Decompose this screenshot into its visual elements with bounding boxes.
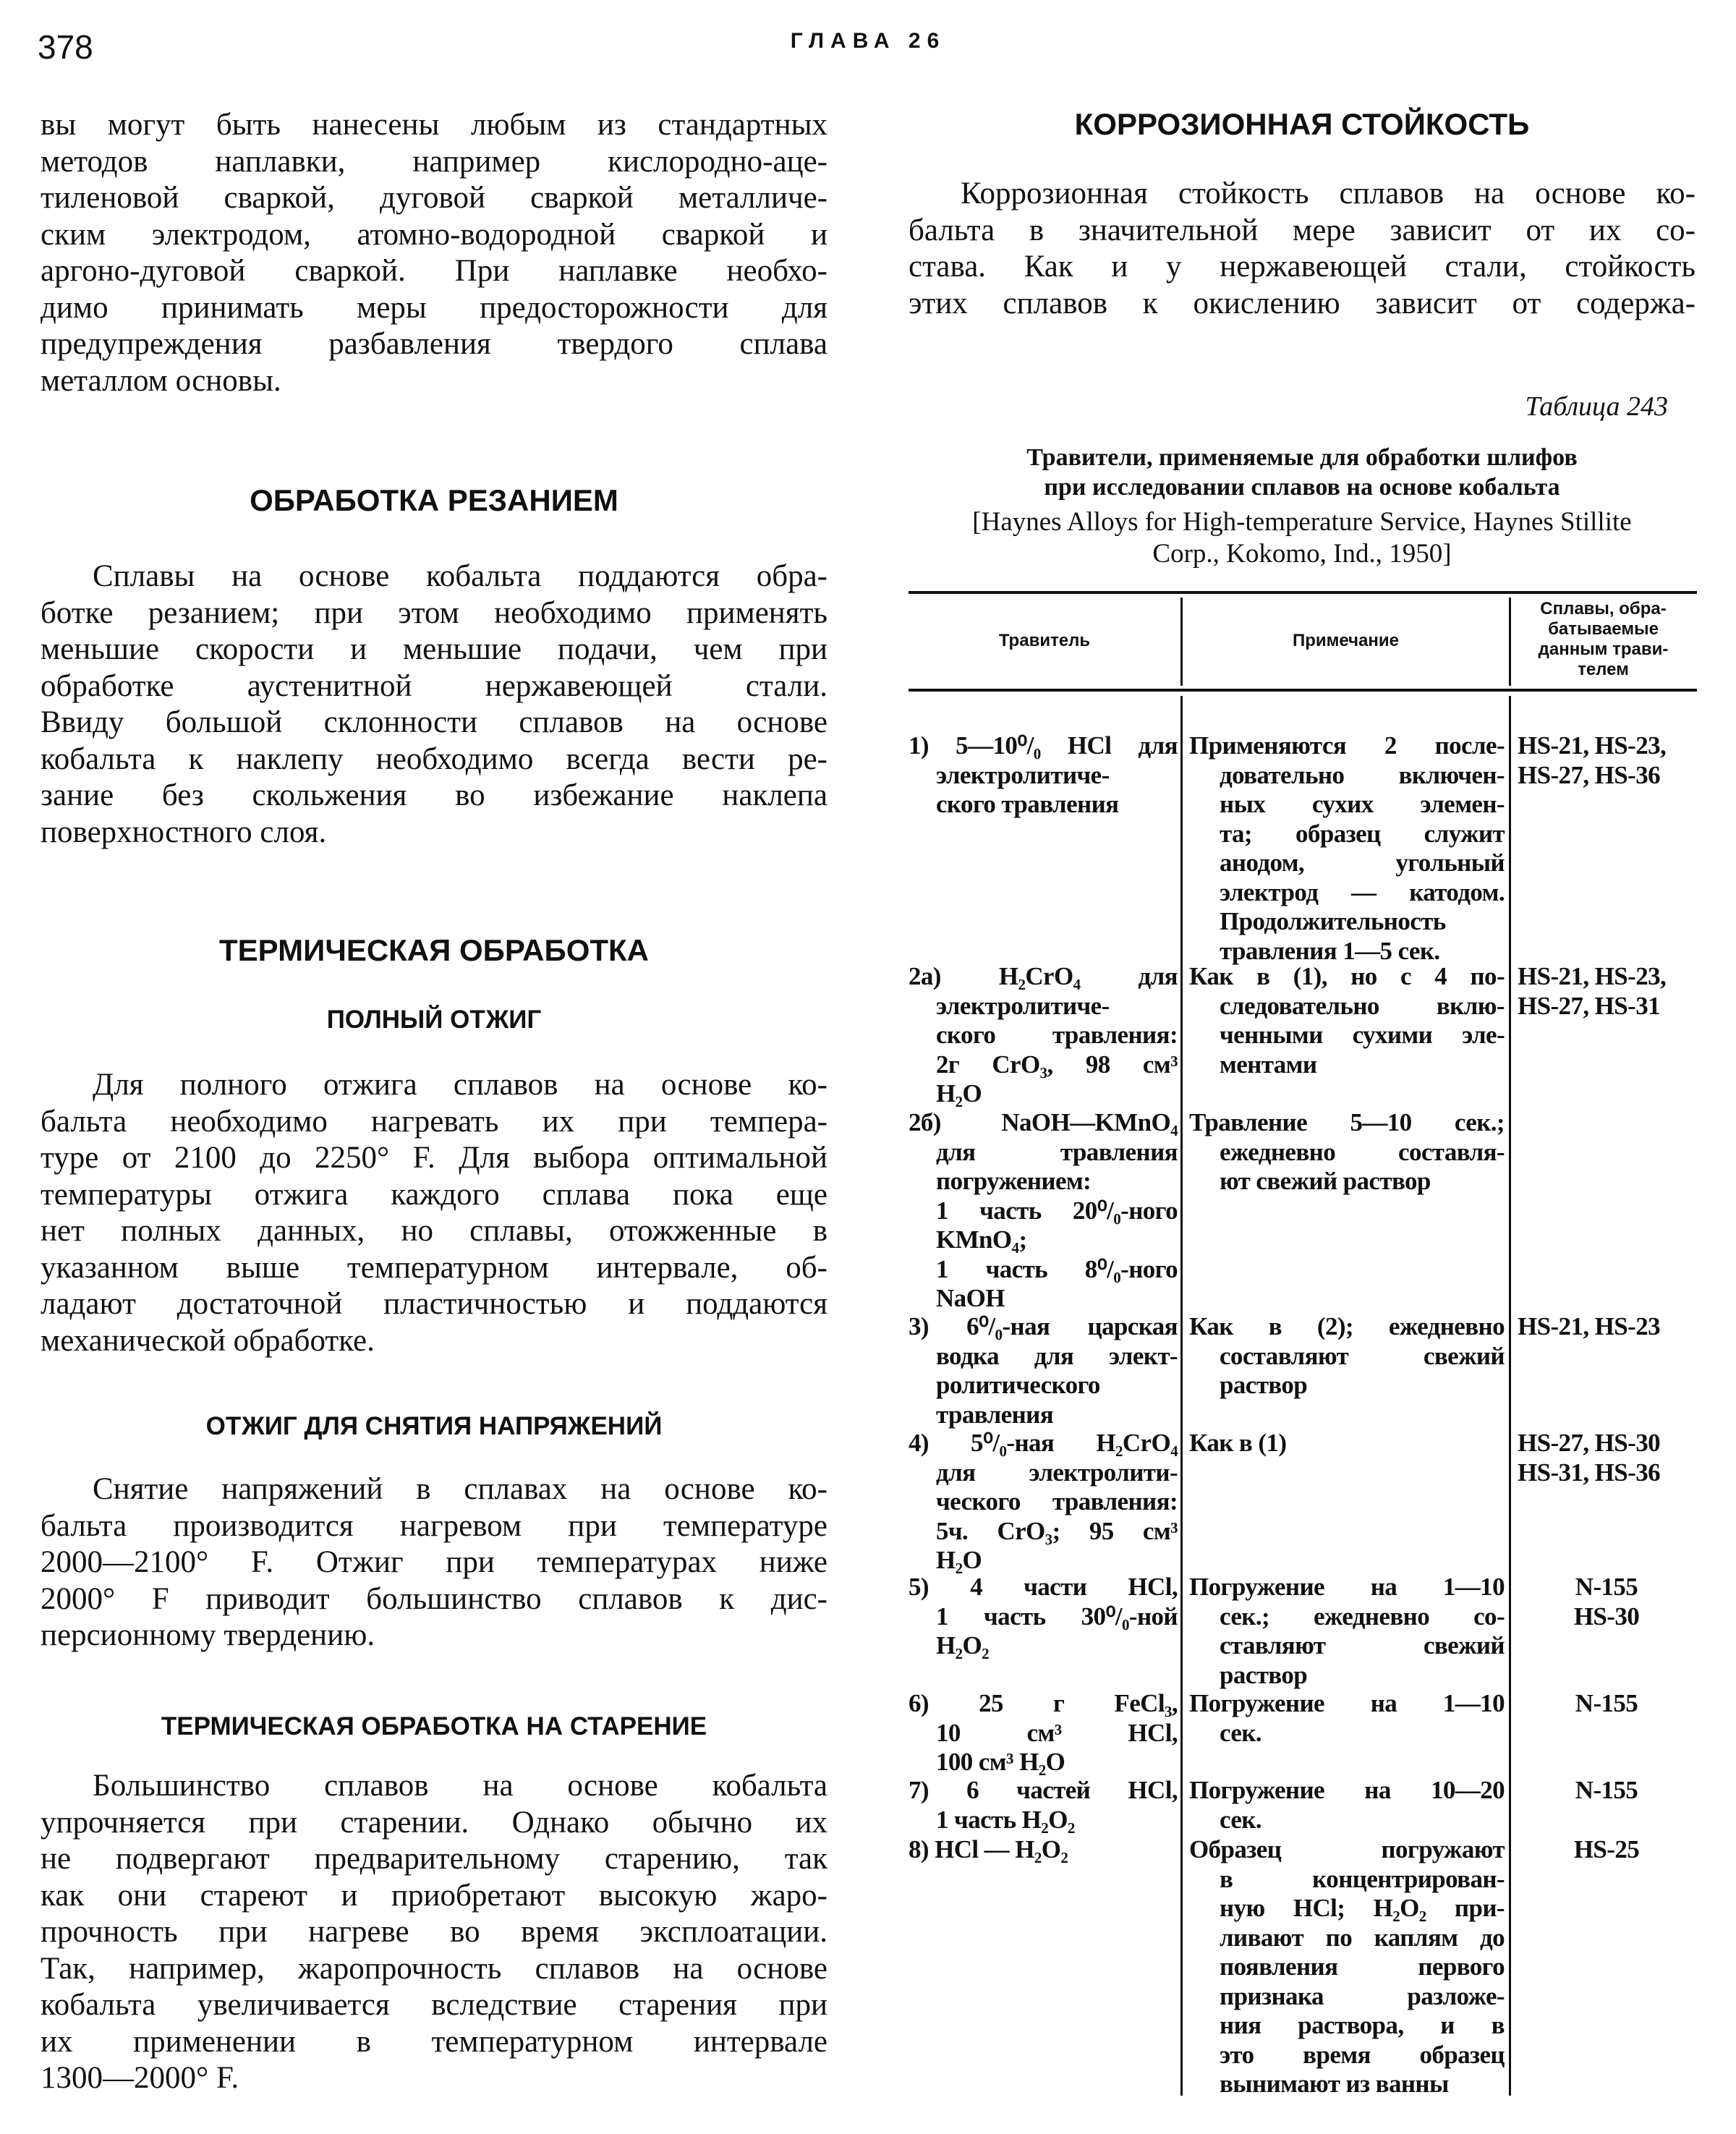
- text-line: аргоно-дуговой сваркой. При наплавке необхо-: [41, 254, 827, 288]
- cell-line: электролитиче-: [936, 991, 1110, 1020]
- cell-line: электрод — катодом.: [1220, 877, 1505, 906]
- table-title-line: при исследовании сплавов на основе кобальта: [1044, 474, 1560, 501]
- cell-etchant: [909, 1776, 1178, 1835]
- text-line: этих сплавов к окислению зависит от содержа-: [909, 286, 1695, 320]
- cell-note: [1189, 1689, 1505, 1748]
- cell-line: 1 часть 30⁰/₀-ной: [936, 1602, 1178, 1631]
- cell-line: 1 часть 20⁰/₀-ного: [936, 1196, 1178, 1225]
- text-line: предупреждения разбавления твердого сплава: [41, 327, 827, 361]
- cell-line: составляют свежий: [1220, 1341, 1505, 1370]
- cell-etchant: [909, 1108, 1178, 1314]
- cell-line: ского травления: [936, 790, 1119, 818]
- text-line: димо принимать меры предосторожности для: [41, 290, 827, 325]
- cell-line: HS-31, HS-36: [1518, 1458, 1660, 1487]
- text-line: поверхностного слоя.: [41, 815, 327, 849]
- cell-line: сек.; ежедневно со-: [1220, 1602, 1505, 1631]
- paragraph-full-anneal: [41, 1067, 827, 1359]
- paragraph-stress-relief: [41, 1471, 827, 1654]
- text-line: Снятие напряжений в сплавах на основе ко-: [93, 1472, 827, 1506]
- cell-line: Травление 5—10 сек.;: [1189, 1108, 1505, 1136]
- text-line: Сплавы на основе кобальта поддаются обра-: [93, 559, 827, 593]
- text-line: меньшие скорости и меньшие подачи, чем при: [41, 632, 827, 666]
- cell-line: HS-27, HS-36: [1518, 760, 1660, 789]
- cell-line: HS-27, HS-30: [1518, 1429, 1660, 1457]
- heading-full-anneal: ПОЛНЫЙ ОТЖИГ: [326, 1006, 542, 1034]
- paragraph-aging: [41, 1768, 827, 2097]
- cell-etchant: [909, 1835, 1178, 1865]
- running-head: ГЛАВА 26: [790, 29, 946, 53]
- table-number: Таблица 243: [1525, 391, 1668, 422]
- cell-line: 5ч. CrO₃; 95 см³: [936, 1516, 1178, 1545]
- cell-line: та; образец служит: [1220, 819, 1505, 848]
- cell-alloys: [1518, 1776, 1695, 1806]
- cell-line: HS-27, HS-31: [1518, 991, 1660, 1020]
- table-citation-line: [Haynes Alloys for High-temperature Service, Haynes Stillite: [972, 507, 1632, 537]
- cell-alloys: [1518, 1689, 1695, 1719]
- cell-line: Как в (2); ежедневно: [1189, 1312, 1505, 1340]
- text-line: прочность при нагреве во время эксплоатации.: [41, 1915, 827, 1949]
- cell-line: ежедневно составля-: [1220, 1137, 1505, 1166]
- text-line: туре от 2100 до 2250° F. Для выбора оптимальной: [41, 1141, 827, 1175]
- cell-line: ского травления:: [936, 1021, 1178, 1049]
- text-line: персионному твердению.: [41, 1618, 375, 1652]
- heading-aging: ТЕРМИЧЕСКАЯ ОБРАБОТКА НА СТАРЕНИЕ: [161, 1712, 707, 1740]
- column-header-etchant: Травитель: [998, 631, 1091, 650]
- cell-etchant: [909, 1312, 1178, 1429]
- text-line: ботке резанием; при этом необходимо применять: [41, 595, 827, 630]
- cell-alloys: [1518, 1429, 1695, 1487]
- cell-line: 7) 6 частей HCl,: [909, 1776, 1178, 1804]
- heading-machining: ОБРАБОТКА РЕЗАНИЕМ: [250, 483, 618, 517]
- cell-line: Погружение на 10—20: [1189, 1776, 1505, 1804]
- cell-note: [1189, 1312, 1505, 1400]
- text-line: Коррозионная стойкость сплавов на основе ко-: [961, 177, 1695, 211]
- cell-line: 4) 5⁰/₀-ная H₂CrO₄: [909, 1429, 1178, 1457]
- heading-heat-treatment: ТЕРМИЧЕСКАЯ ОБРАБОТКА: [219, 933, 649, 967]
- cell-line: Как в (1), но с 4 по-: [1189, 962, 1505, 990]
- text-line: Для полного отжига сплавов на основе ко-: [93, 1068, 827, 1102]
- paragraph-corrosion: [909, 176, 1695, 322]
- text-line: упрочняется при старении. Однако обычно их: [41, 1805, 827, 1840]
- text-line: 1300—2000° F.: [41, 2061, 239, 2095]
- cell-line: раствор: [1220, 1371, 1308, 1399]
- cell-line: 100 см³ H₂O: [936, 1748, 1065, 1776]
- heading-stress-relief: ОТЖИГ ДЛЯ СНЯТИЯ НАПРЯЖЕНИЙ: [205, 1412, 663, 1440]
- text-line: ладают достаточной пластичностью и поддаются: [41, 1287, 827, 1321]
- cell-line: HS-30: [1573, 1602, 1640, 1631]
- cell-line: признака разложе-: [1220, 1981, 1505, 2010]
- paragraph-machining: [41, 558, 827, 851]
- cell-line: NaOH: [936, 1284, 1005, 1312]
- header-line: батываемые: [1548, 619, 1659, 639]
- cell-line: 2г CrO₃, 98 см³: [936, 1050, 1178, 1079]
- text-line: методов наплавки, например кислородно-аце-: [41, 144, 827, 179]
- cell-line: ливают по каплям до: [1220, 1923, 1505, 1952]
- table-citation: [909, 506, 1695, 570]
- text-line: бальта производится нагревом при температуре: [41, 1508, 827, 1543]
- cell-line: N-155: [1575, 1776, 1638, 1804]
- cell-line: ставляют свежий: [1220, 1631, 1505, 1659]
- header-line: Сплавы, обра-: [1540, 599, 1667, 618]
- cell-alloys: [1518, 962, 1695, 1021]
- cell-etchant: [909, 962, 1178, 1109]
- cell-line: Образец погружают: [1189, 1835, 1505, 1863]
- text-line: Так, например, жаропрочность сплавов на основе: [41, 1951, 827, 1986]
- cell-line: вынимают из ванны: [1220, 2070, 1449, 2098]
- cell-line: сек.: [1220, 1805, 1262, 1834]
- table-top-rule: [909, 591, 1697, 594]
- cell-line: появления первого: [1220, 1952, 1505, 1981]
- cell-note: [1189, 1429, 1505, 1458]
- text-line: бальта необходимо нагревать их при темпера-: [41, 1104, 827, 1139]
- paragraph-welding-continuation: [41, 107, 827, 399]
- cell-line: для электролити-: [936, 1458, 1178, 1487]
- cell-line: HS-21, HS-23,: [1518, 962, 1667, 990]
- cell-etchant: [909, 1689, 1178, 1777]
- text-line: Большинство сплавов на основе кобальта: [93, 1769, 827, 1803]
- text-line: их применении в температурном интервале: [41, 2024, 827, 2059]
- cell-line: следовательно вклю-: [1220, 991, 1505, 1020]
- cell-line: ния раствора, и в: [1220, 2011, 1505, 2039]
- cell-line: 3) 6⁰/₀-ная царская: [909, 1312, 1178, 1340]
- text-line: указанном выше температурном интервале, об-: [41, 1250, 827, 1285]
- cell-line: 2б) NaOH—KMnO₄: [909, 1108, 1178, 1136]
- cell-line: сек.: [1220, 1718, 1262, 1747]
- cell-line: электролитиче-: [936, 760, 1110, 789]
- cell-note: [1189, 1108, 1505, 1196]
- text-line: 2000—2100° F. Отжиг при температурах ниже: [41, 1545, 827, 1579]
- text-line: тиленовой сваркой, дуговой сваркой металличе-: [41, 181, 827, 215]
- text-line: зание без скольжения во избежание наклепа: [41, 778, 827, 812]
- cell-line: травления: [936, 1400, 1054, 1429]
- cell-line: KMnO₄;: [936, 1225, 1027, 1254]
- cell-note: [1189, 1573, 1505, 1690]
- header-line: телем: [1578, 660, 1629, 679]
- cell-line: Погружение на 1—10: [1189, 1573, 1505, 1601]
- cell-line: 6) 25 г FeCl₃,: [909, 1689, 1178, 1717]
- cell-alloys: [1518, 731, 1695, 790]
- text-line: вы могут быть нанесены любым из стандартных: [41, 108, 827, 142]
- text-line: обработке аустенитной нержавеющей стали.: [41, 668, 827, 703]
- table-header-rule: [909, 689, 1697, 692]
- cell-note: [1189, 962, 1505, 1079]
- cell-line: HS-25: [1573, 1835, 1640, 1863]
- cell-line: N-155: [1575, 1689, 1638, 1717]
- cell-alloys: [1518, 1835, 1695, 1865]
- text-line: 2000° F приводит большинство сплавов к дис-: [41, 1581, 827, 1616]
- text-line: ским электродом, атомно-водородной сваркой и: [41, 217, 827, 252]
- cell-line: 10 см³ HCl,: [936, 1718, 1178, 1747]
- cell-line: в концентрирован-: [1220, 1864, 1505, 1893]
- table-column-divider: [1509, 696, 1511, 2096]
- cell-line: 1 часть H₂O₂: [936, 1805, 1075, 1834]
- column-header-alloys: [1511, 599, 1695, 680]
- cell-line: 8) HCl — H₂O₂: [909, 1835, 1068, 1863]
- cell-line: ных сухих элемен-: [1220, 790, 1505, 818]
- text-line: Ввиду большой склонности сплавов на основе: [41, 705, 827, 739]
- cell-line: для травления: [936, 1137, 1178, 1166]
- cell-line: ную HCl; H₂O₂ при-: [1220, 1894, 1505, 1922]
- cell-line: HS-21, HS-23,: [1518, 731, 1667, 760]
- cell-line: Применяются 2 после-: [1189, 731, 1505, 760]
- cell-line: 2а) H₂CrO₄ для: [909, 962, 1178, 990]
- cell-line: раствор: [1220, 1660, 1308, 1689]
- cell-line: Как в (1): [1189, 1429, 1287, 1457]
- cell-line: Продолжительность: [1220, 907, 1446, 935]
- cell-note: [1189, 731, 1505, 966]
- cell-line: ментами: [1220, 1050, 1317, 1079]
- column-header-note: Примечание: [1292, 631, 1400, 650]
- page-number: 378: [38, 28, 93, 66]
- cell-line: ролитического: [936, 1371, 1100, 1399]
- text-line: бальта в значительной мере зависит от их со-: [909, 213, 1695, 247]
- text-line: как они стареют и приобретают высокую жаро-: [41, 1878, 827, 1913]
- table-column-divider: [1180, 696, 1183, 2096]
- text-line: металлом основы.: [41, 363, 281, 398]
- cell-line: N-155: [1575, 1573, 1638, 1601]
- text-line: кобальта к наклепу необходимо всегда вести ре-: [41, 741, 827, 776]
- cell-line: это время образец: [1220, 2040, 1505, 2069]
- cell-line: ченными сухими эле-: [1220, 1021, 1505, 1049]
- text-line: механической обработке.: [41, 1323, 375, 1358]
- cell-line: ют свежий раствор: [1220, 1167, 1431, 1195]
- text-line: не подвергают предварительному старению, так: [41, 1842, 827, 1876]
- cell-line: травления 1—5 сек.: [1220, 936, 1440, 965]
- cell-line: HS-21, HS-23: [1518, 1312, 1660, 1340]
- cell-etchant: [909, 1429, 1178, 1576]
- table-title-line: Травители, применяемые для обработки шлифов: [1026, 444, 1578, 471]
- cell-line: 5) 4 части HCl,: [909, 1573, 1178, 1601]
- text-line: температуры отжига каждого сплава пока еще: [41, 1177, 827, 1212]
- cell-note: [1189, 1835, 1505, 2099]
- cell-line: Погружение на 1—10: [1189, 1689, 1505, 1717]
- cell-note: [1189, 1776, 1505, 1835]
- table-title: [909, 443, 1695, 502]
- cell-line: погружением:: [936, 1167, 1092, 1195]
- header-line: данным трави-: [1538, 639, 1669, 659]
- cell-line: 1 часть 8⁰/₀-ного: [936, 1254, 1178, 1283]
- table-citation-line: Corp., Kokomo, Ind., 1950]: [1152, 539, 1452, 569]
- cell-line: H₂O: [936, 1079, 982, 1108]
- cell-line: H₂O₂: [936, 1631, 990, 1659]
- text-line: става. Как и у нержавеющей стали, стойкость: [909, 250, 1695, 284]
- cell-line: ческого травления:: [936, 1487, 1178, 1516]
- cell-line: H₂O: [936, 1546, 982, 1574]
- cell-line: анодом, угольный: [1220, 849, 1505, 877]
- cell-line: довательно включен-: [1220, 760, 1505, 789]
- cell-alloys: [1518, 1312, 1695, 1342]
- cell-line: водка для элект-: [936, 1341, 1178, 1370]
- cell-alloys: [1518, 1573, 1695, 1631]
- heading-corrosion: КОРРОЗИОННАЯ СТОЙКОСТЬ: [1074, 107, 1530, 141]
- cell-line: 1) 5—10⁰/₀ HCl для: [909, 731, 1178, 760]
- cell-etchant: [909, 731, 1178, 820]
- text-line: нет полных данных, но сплавы, отожженные в: [41, 1214, 827, 1248]
- cell-etchant: [909, 1573, 1178, 1661]
- text-line: кобальта увеличивается вследствие старения при: [41, 1988, 827, 2022]
